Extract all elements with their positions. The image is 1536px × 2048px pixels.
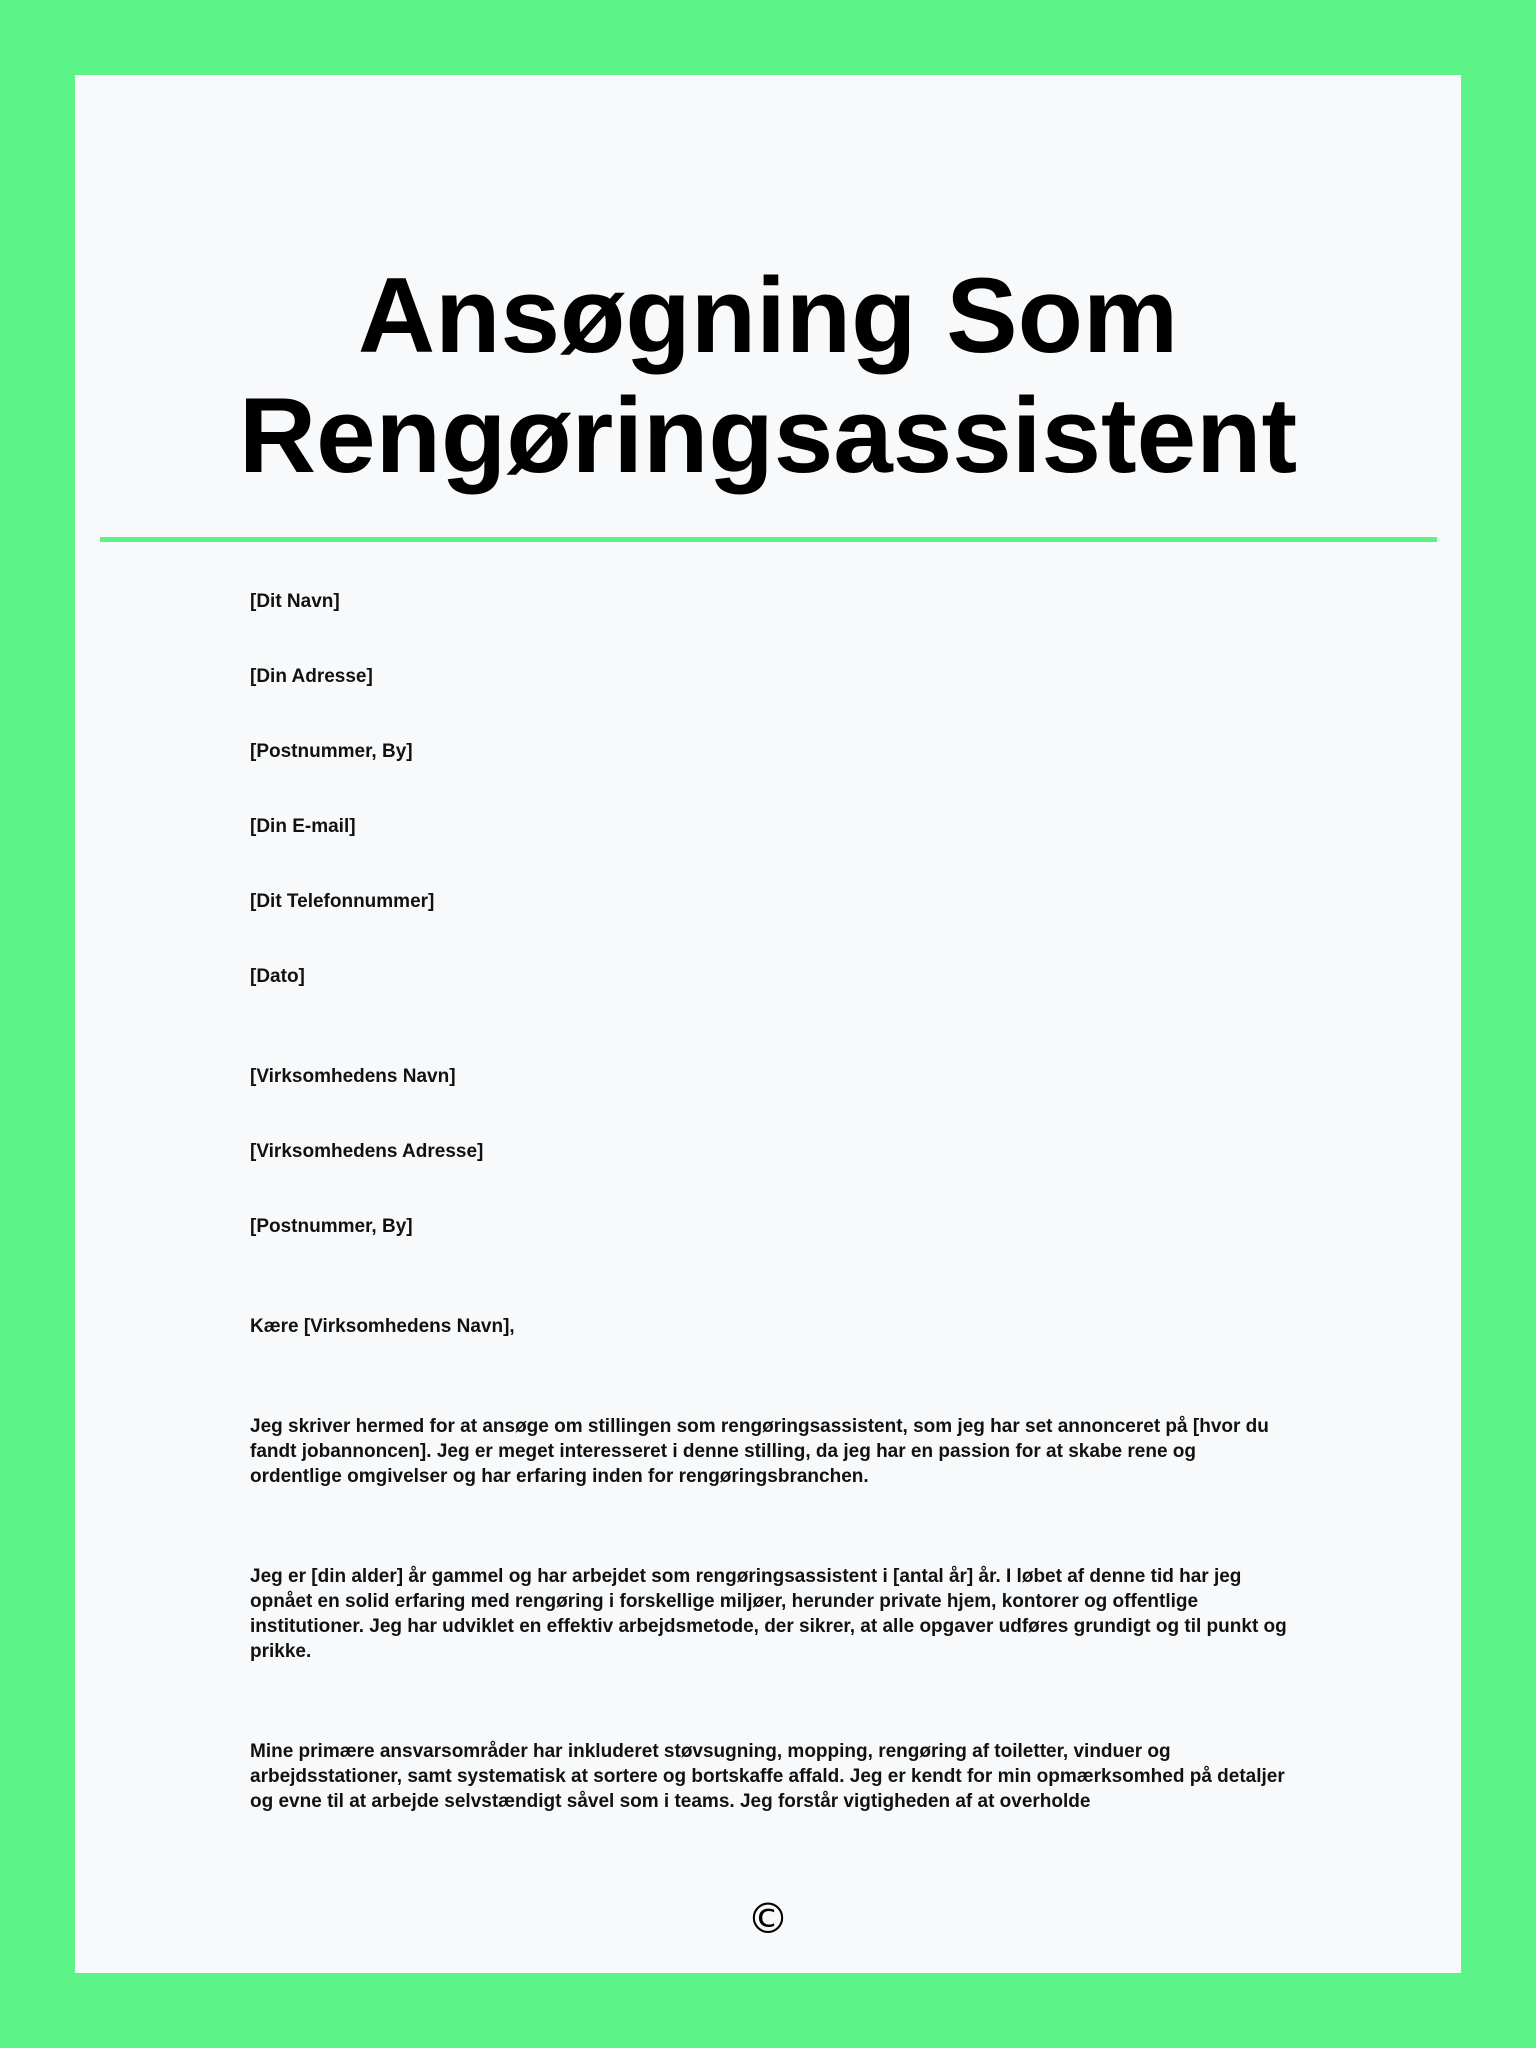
document-page	[75, 75, 1461, 1973]
sender-phone: [Dit Telefonnummer]	[250, 891, 435, 912]
paragraph: Mine primære ansvarsområder har inkluderet støvsugning, mopping, rengøring af toiletter, vinduer og arbejdsstationer, samt systematisk at sortere og bortskaffe affald. Jeg er kendt for min opmærksomhed på detaljer og evne til at arbejde selvstændigt såvel som i teams. Jeg forstår vigtigheden af at overholde	[250, 1741, 1285, 1812]
page-title	[75, 255, 1461, 495]
title-divider	[100, 537, 1437, 542]
sender-postal: [Postnummer, By]	[250, 741, 413, 762]
recipient-company: [Virksomhedens Navn]	[250, 1066, 456, 1087]
paragraph: Jeg er [din alder] år gammel og har arbejdet som rengøringsassistent i [antal år] år. I løbet af denne tid har jeg opnået en solid erfaring med rengøring i forskellige miljøer, herunder private hjem, kontorer og offentlige institutioner. Jeg har udviklet en effektiv arbejdsmetode, der sikrer, at alle opgaver udføres grundigt og til punkt og prikke.	[250, 1566, 1287, 1662]
sender-email: [Din E-mail]	[250, 816, 356, 837]
paragraph: Jeg skriver hermed for at ansøge om stillingen som rengøringsassistent, som jeg har set annonceret på [hvor du fandt jobannoncen]. Jeg er meget interesseret i denne stilling, da jeg har en passion for at skabe rene og ordentlige omgivelser og har erfaring inden for rengøringsbranchen.	[250, 1416, 1269, 1487]
sender-name: [Dit Navn]	[250, 591, 340, 612]
title-line-2: Rengøringsassistent	[238, 375, 1298, 495]
title-line-1: Ansøgning Som	[357, 255, 1179, 375]
recipient-postal: [Postnummer, By]	[250, 1216, 413, 1237]
letter-date: [Dato]	[250, 966, 305, 987]
recipient-address: [Virksomhedens Adresse]	[250, 1141, 484, 1162]
sender-address: [Din Adresse]	[250, 666, 373, 687]
copyright-icon: ©	[747, 1894, 789, 1943]
greeting: Kære [Virksomhedens Navn],	[250, 1316, 515, 1337]
